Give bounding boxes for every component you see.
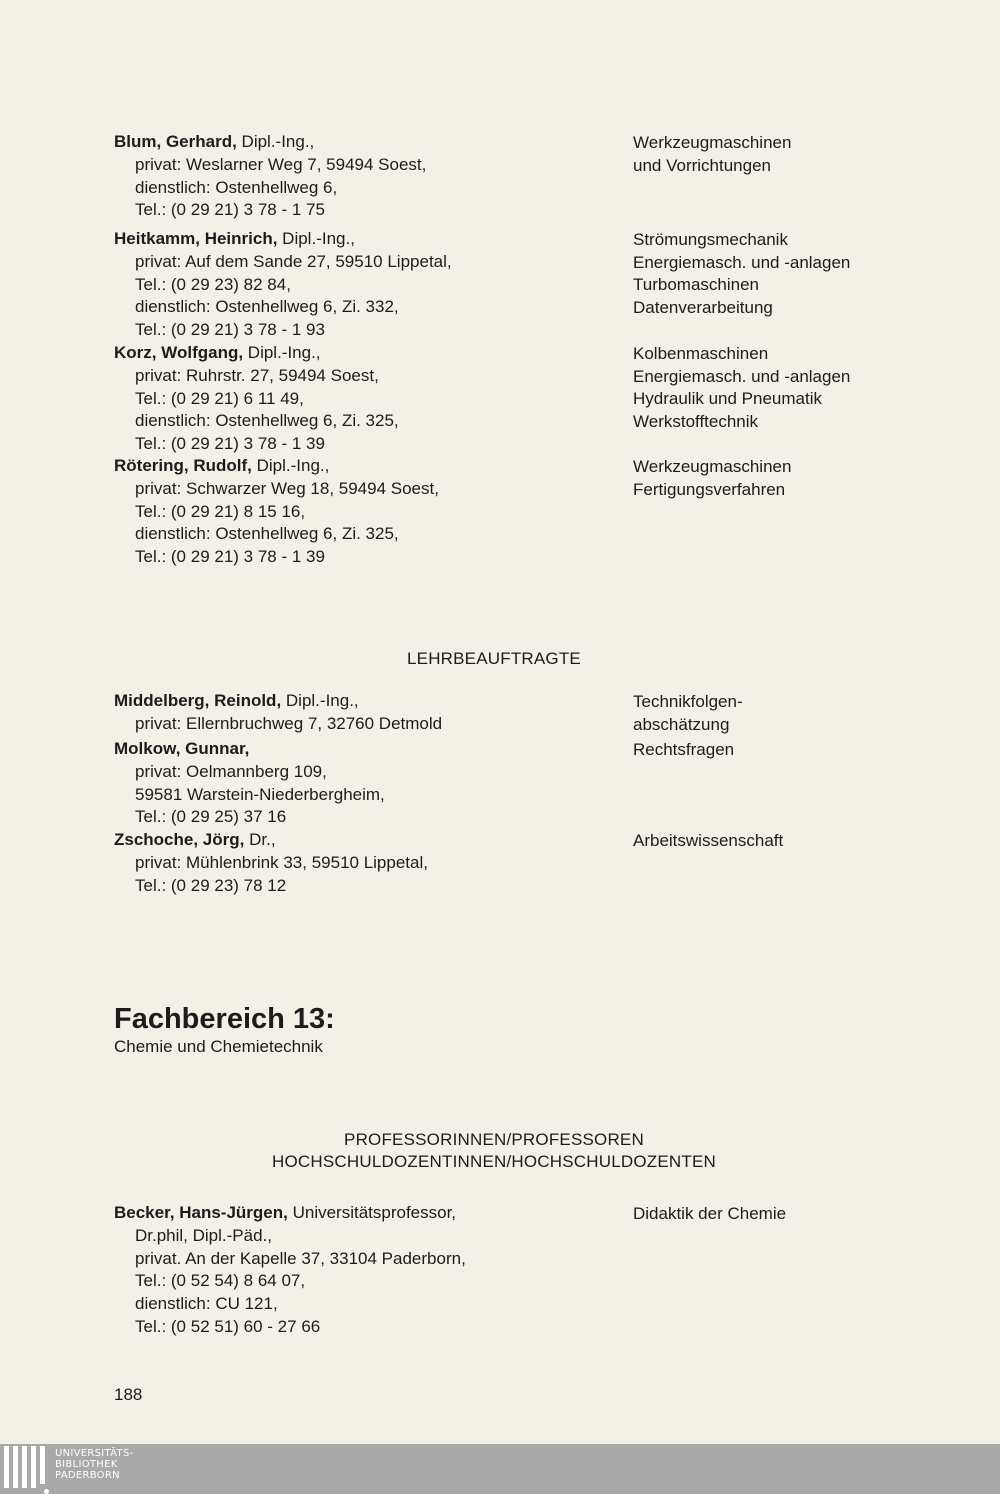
person-name: Becker, Hans-Jürgen,: [114, 1203, 288, 1222]
subject-list: [633, 739, 734, 762]
department-subtitle: Chemie und Chemietechnik: [114, 1037, 323, 1056]
contact-line: Tel.: (0 29 21) 3 78 - 1 39: [135, 434, 325, 454]
subject-item: Fertigungsverfahren: [633, 479, 786, 499]
subject-item: Arbeitswissenschaft: [633, 831, 784, 850]
department-title: Fachbereich 13:: [114, 1003, 335, 1035]
person-entry: [114, 690, 614, 736]
subject-item: Didaktik der Chemie: [633, 1204, 787, 1223]
library-footer: [0, 1444, 1000, 1494]
contact-line: privat: Schwarzer Weg 18, 59494 Soest,: [135, 478, 439, 498]
contact-line: Tel.: (0 29 23) 82 84,: [135, 274, 291, 294]
person-entry: [114, 738, 614, 829]
contact-line: privat: Oelmannberg 109,: [135, 761, 327, 781]
section-heading-lehrbeauftragte: LEHRBEAUFTRAGTE: [407, 649, 581, 668]
person-name: Zschoche, Jörg,: [114, 830, 245, 849]
contact-line: Tel.: (0 29 21) 3 78 - 1 39: [135, 547, 325, 567]
contact-line: Tel.: (0 29 21) 6 11 49,: [135, 388, 304, 408]
contact-line: Tel.: (0 29 25) 37 16: [135, 807, 287, 827]
person-title: Dipl.-Ing.,: [236, 132, 315, 151]
subject-item: Werkzeugmaschinen: [633, 133, 792, 152]
contact-line: Tel.: (0 29 21) 3 78 - 1 93: [135, 320, 325, 340]
subject-list: [633, 229, 850, 319]
person-name: Blum, Gerhard,: [114, 132, 237, 151]
contact-line: dienstlich: Ostenhellweg 6, Zi. 332,: [135, 297, 399, 317]
subject-item: Kolbenmaschinen: [633, 344, 769, 363]
contact-line: dienstlich: Ostenhellweg 6,: [135, 177, 338, 197]
person-entry: [114, 455, 614, 569]
person-entry: [114, 228, 614, 342]
subject-list: [633, 1203, 786, 1226]
contact-line: privat: Auf dem Sande 27, 59510 Lippetal,: [135, 251, 452, 271]
subject-item: Werkstofftechnik: [633, 411, 759, 431]
contact-line: privat: Ellernbruchweg 7, 32760 Detmold: [135, 713, 443, 733]
person-title: Dipl.-Ing.,: [243, 343, 321, 362]
library-logo-text: [55, 1448, 134, 1481]
contact-line: dienstlich: Ostenhellweg 6, Zi. 325,: [135, 411, 399, 431]
contact-line: Tel.: (0 29 21) 3 78 - 1 75: [135, 200, 325, 220]
subject-list: [633, 456, 791, 501]
contact-line: privat: Weslarner Weg 7, 59494 Soest,: [135, 154, 427, 174]
subject-list: [633, 132, 791, 177]
contact-line: privat: Mühlenbrink 33, 59510 Lippetal,: [135, 852, 428, 872]
contact-line: privat: Ruhrstr. 27, 59494 Soest,: [135, 365, 379, 385]
person-entry: [114, 1202, 614, 1339]
person-title: Dr.,: [244, 830, 276, 849]
subject-item: Datenverarbeitung: [633, 297, 773, 317]
person-title: Dipl.-Ing.,: [277, 229, 355, 248]
subject-item: Energiemasch. und -anlagen: [633, 366, 851, 386]
subject-item: Technikfolgen-: [633, 692, 743, 711]
page-number: 188: [114, 1385, 143, 1404]
person-entry: [114, 829, 614, 897]
subject-item: Rechtsfragen: [633, 740, 735, 759]
contact-line: Dr.phil, Dipl.-Päd.,: [135, 1225, 272, 1245]
person-title: Dipl.-Ing.,: [281, 691, 359, 710]
person-name: Rötering, Rudolf,: [114, 456, 252, 475]
person-title: Dipl.-Ing.,: [251, 456, 330, 475]
person-entry: [114, 342, 614, 456]
person-entry: [114, 131, 614, 222]
person-name: Molkow, Gunnar,: [114, 739, 250, 758]
person-name: Heitkamm, Heinrich,: [114, 229, 278, 248]
subject-list: [633, 830, 783, 853]
section-heading-line: HOCHSCHULDOZENTINNEN/HOCHSCHULDOZENTEN: [272, 1152, 716, 1171]
person-name: Korz, Wolfgang,: [114, 343, 244, 362]
library-logo-icon: [4, 1446, 48, 1492]
logo-text-line: PADERBORN: [55, 1470, 120, 1481]
subject-item: Strömungsmechanik: [633, 230, 788, 249]
subject-item: Hydraulik und Pneumatik: [633, 389, 822, 408]
subject-item: abschätzung: [633, 714, 730, 734]
logo-text-line: BIBLIOTHEK: [55, 1459, 118, 1470]
contact-line: Tel.: (0 52 51) 60 - 27 66: [135, 1316, 321, 1336]
contact-line: Tel.: (0 52 54) 8 64 07,: [135, 1271, 306, 1291]
contact-line: Tel.: (0 29 21) 8 15 16,: [135, 501, 306, 521]
contact-line: privat. An der Kapelle 37, 33104 Paderborn,: [135, 1248, 466, 1268]
person-name: Middelberg, Reinold,: [114, 691, 282, 710]
subject-item: und Vorrichtungen: [633, 155, 771, 175]
subject-list: [633, 691, 743, 736]
subject-item: Werkzeugmaschinen: [633, 457, 792, 476]
section-heading-professoren: [114, 1129, 874, 1173]
contact-line: dienstlich: Ostenhellweg 6, Zi. 325,: [135, 524, 399, 544]
person-title: Universitätsprofessor,: [287, 1203, 457, 1222]
contact-line: 59581 Warstein-Niederbergheim,: [135, 784, 385, 804]
subject-item: Energiemasch. und -anlagen: [633, 252, 851, 272]
contact-line: dienstlich: CU 121,: [135, 1294, 278, 1314]
logo-text-line: UNIVERSITÄTS-: [55, 1448, 134, 1459]
contact-line: Tel.: (0 29 23) 78 12: [135, 875, 287, 895]
section-heading-line: PROFESSORINNEN/PROFESSOREN: [344, 1130, 644, 1149]
subject-list: [633, 343, 850, 433]
subject-item: Turbomaschinen: [633, 275, 759, 294]
